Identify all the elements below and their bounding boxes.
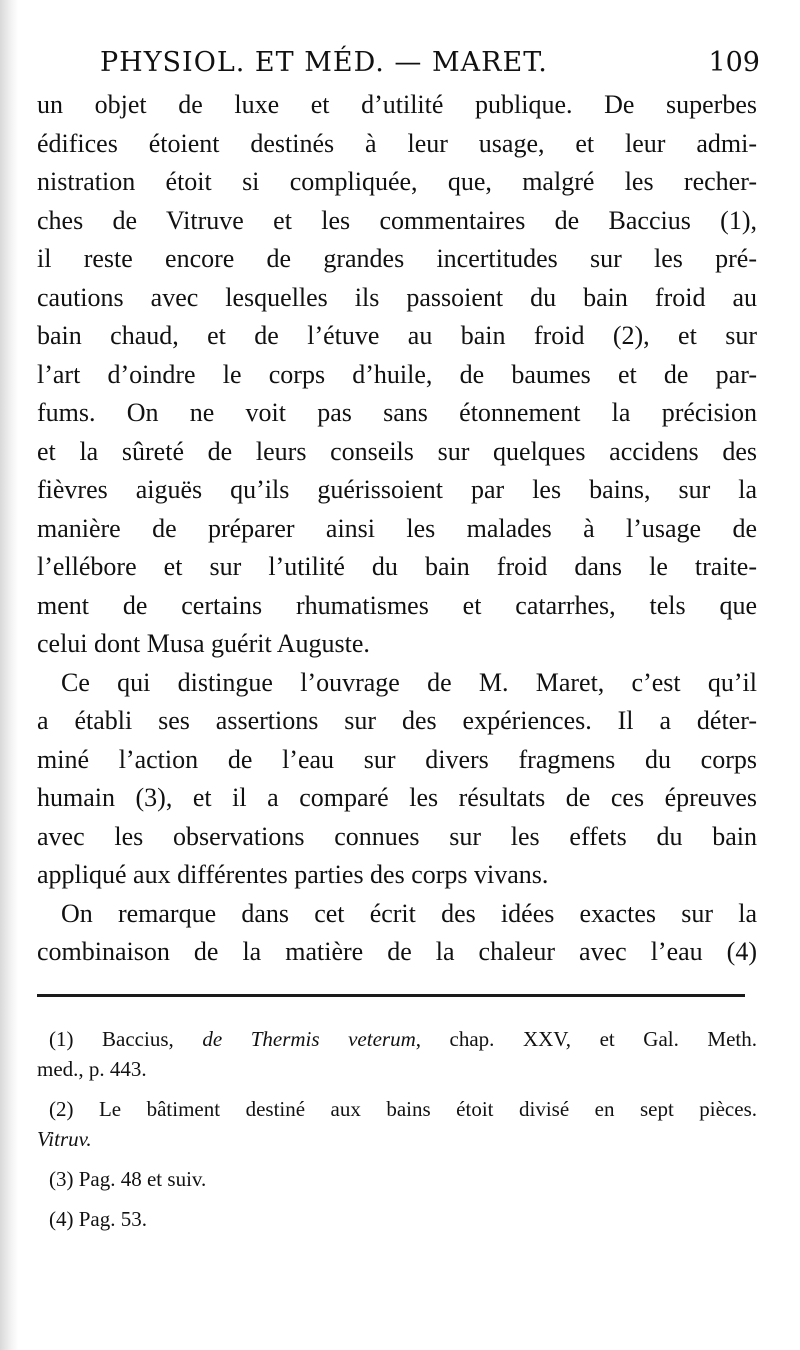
page-number: 109 (708, 47, 760, 78)
footnote-text: , chap. XXV, et Gal. Meth. (415, 1027, 757, 1051)
footnote-4: (4) Pag. 53. (49, 1207, 147, 1231)
paragraph (37, 895, 757, 972)
text-line: humain (3), et il a comparé les résultats de ces épreuves (37, 783, 757, 812)
footnote-line: med., p. 443. (37, 1057, 147, 1081)
paragraph (37, 664, 757, 895)
text-line: il reste encore de grandes incertitudes sur les pré- (37, 244, 757, 273)
text-line: combinaison de la matière de la chaleur avec l’eau (4) (37, 937, 757, 966)
text-line: l’ellébore et sur l’utilité du bain froid dans le traite- (37, 552, 757, 581)
text-line: un objet de luxe et d’utilité publique. De superbes (37, 90, 757, 119)
footnote-text: (1) Baccius, (49, 1027, 203, 1051)
text-line: miné l’action de l’eau sur divers fragmens du corps (37, 744, 757, 774)
footnote-2 (37, 1094, 757, 1154)
text-line: fièvres aiguës qu’ils guérissoient par les bains, sur la (37, 475, 757, 504)
text-line: celui dont Musa guérit Auguste. (37, 629, 370, 658)
text-line: l’art d’oindre le corps d’huile, de baumes et de par- (37, 359, 757, 389)
footnote-rule (37, 994, 745, 997)
text-line: manière de préparer ainsi les malades à l’usage de (37, 513, 757, 543)
running-head (100, 47, 760, 91)
text-line: bain chaud, et de l’étuve au bain froid (2), et sur (37, 321, 757, 350)
text-line: nistration étoit si compliquée, que, malgré les recher- (37, 167, 757, 196)
footnote-line (37, 1124, 757, 1154)
text-line: ches de Vitruve et les commentaires de Baccius (1), (37, 205, 757, 235)
footnote-line: (2) Le bâtiment destiné aux bains étoit divisé en sept pièces. (49, 1097, 757, 1121)
footnote-1 (37, 1024, 757, 1084)
footnotes (37, 1024, 757, 1234)
footnote-italic-ref: Vitruv. (37, 1127, 92, 1151)
text-line: avec les observations connues sur les effets du bain (37, 821, 757, 851)
text-line: Ce qui distingue l’ouvrage de M. Maret, c’est qu’il (61, 667, 757, 697)
running-head-title: PHYSIOL. ET MÉD. — MARET. (100, 47, 548, 78)
main-text (37, 86, 757, 972)
footnote-italic-title: de Thermis veterum (202, 1027, 416, 1051)
text-line: appliqué aux différentes parties des corps vivans. (37, 860, 549, 889)
text-line: a établi ses assertions sur des expériences. Il a déter- (37, 706, 757, 735)
text-line: On remarque dans cet écrit des idées exactes sur la (61, 898, 757, 928)
paragraph (37, 86, 757, 664)
footnote-line (37, 1024, 757, 1054)
text-line: édifices étoient destinés à leur usage, et leur admi- (37, 128, 757, 158)
text-line: ment de certains rhumatismes et catarrhes, tels que (37, 590, 757, 620)
text-line: fums. On ne voit pas sans étonnement la précision (37, 398, 757, 427)
text-line: cautions avec lesquelles ils passoient du bain froid au (37, 282, 757, 312)
text-line: et la sûreté de leurs conseils sur quelques accidens des (37, 436, 757, 466)
footnote-3: (3) Pag. 48 et suiv. (49, 1167, 207, 1191)
